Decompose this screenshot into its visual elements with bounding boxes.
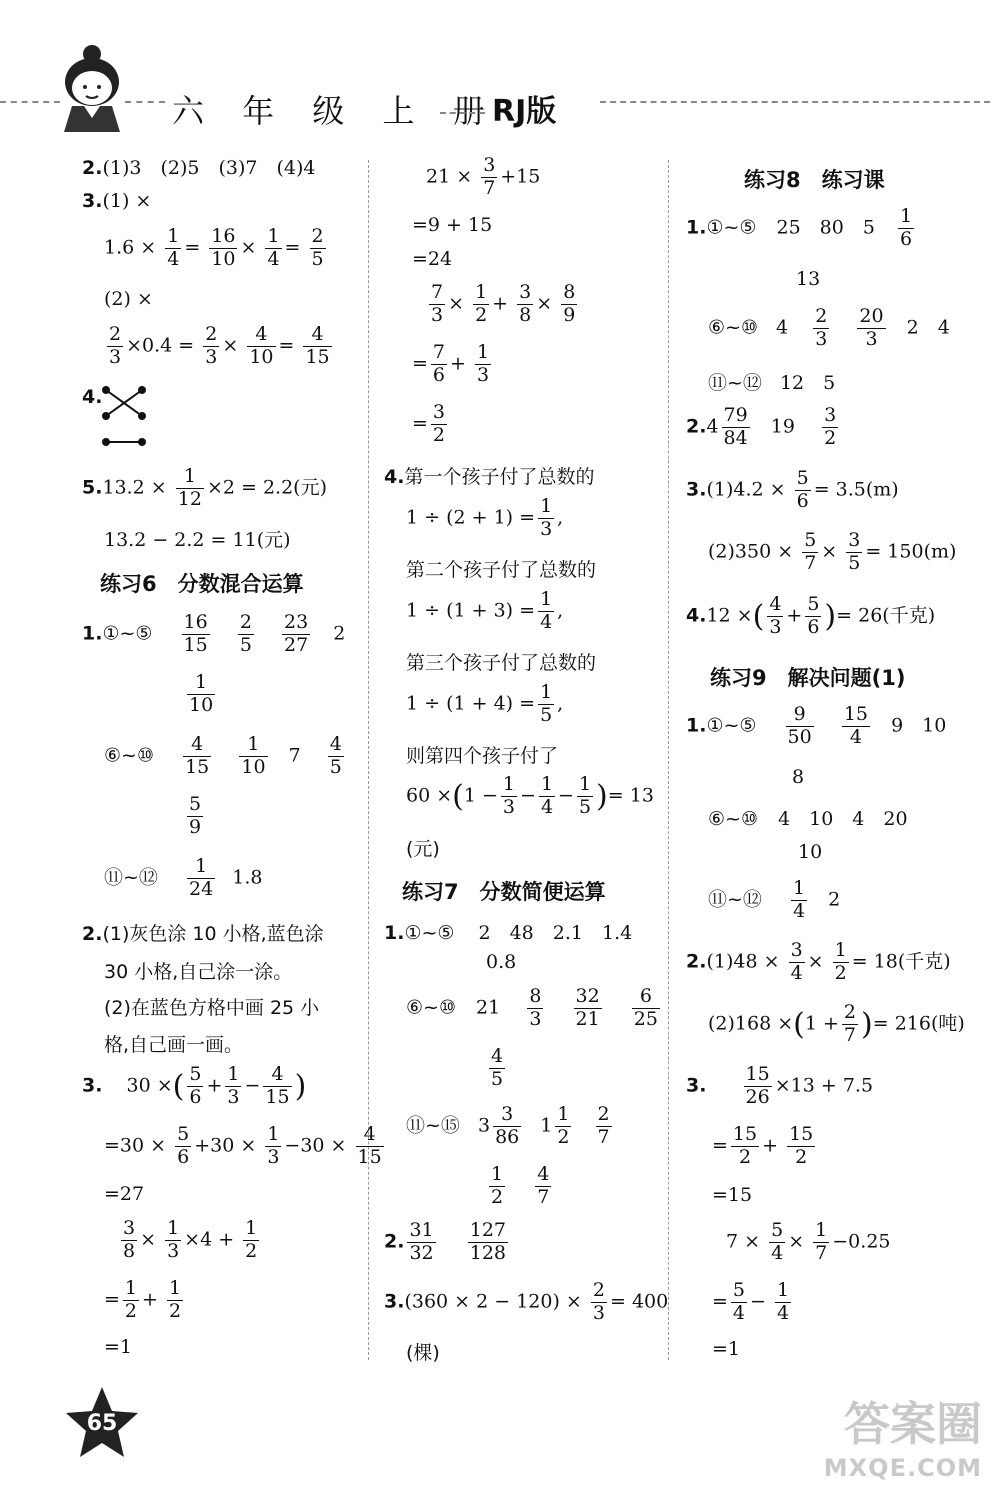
p9-q3-f: =1 xyxy=(712,1338,741,1360)
p6-q3-result2: =1 xyxy=(104,1336,133,1358)
p7-q2: 2. $\frac{31}{32}$ $\frac{127}{128}$ xyxy=(384,1219,506,1264)
book-title: 六 年 级 上 册 xyxy=(172,92,499,130)
p7-q1-row1b: 0.8 xyxy=(486,951,517,973)
q2-row: 2.(1)3 (2)5 (3)7 (4)4 xyxy=(82,157,316,179)
p6-q3-expr4: = $\frac{1}{2}$ + $\frac{1}{2}$ xyxy=(104,1277,182,1322)
q4-label: 4. xyxy=(82,386,103,408)
p7-q1-row1: 1.①~⑤ 2 48 2.1 1.4 xyxy=(384,922,633,944)
p7-q3: 3.(360 × 2 − 120) × $\frac{2}{3}$ = 400 xyxy=(384,1279,669,1324)
section-title-8: 练习8 练习课 xyxy=(744,168,885,192)
p8-q1-row3: ⑪~⑫ 12 5 xyxy=(708,372,836,394)
p6-q3-result1: =27 xyxy=(104,1183,145,1205)
p9-q1-row1: 1.①~⑤ $\frac{9}{50}$ $\frac{15}{4}$ 9 10 xyxy=(686,703,947,748)
p7-q1-row3: ⑪~⑮ 3 $\frac{3}{86}$ 1 $\frac{1}{2}$ $\frac{2}{7}$ xyxy=(406,1103,610,1148)
p9-q3-d: 7 × $\frac{5}{4}$ × $\frac{1}{7}$ −0.25 xyxy=(726,1219,891,1264)
p8-q3-a: 3.(1)4.2 × $\frac{5}{6}$ = 3.5(m) xyxy=(686,467,899,512)
p9-q1-row1b: 8 xyxy=(792,766,805,788)
c2-q4-e3: 1 ÷ (1 + 4) = $\frac{1}{5}$ , xyxy=(406,681,564,726)
c2-line3: =24 xyxy=(412,248,453,270)
c2-q4-t4: 则第四个孩子付了 xyxy=(406,745,559,767)
c2-expr4: = $\frac{3}{2}$ xyxy=(412,401,446,446)
q5-expr2: 13.2 − 2.2 = 11(元) xyxy=(104,529,291,551)
p6-q1-row3: ⑪~⑫ $\frac{1}{24}$ 1.8 xyxy=(104,855,263,900)
section-title-9: 练习9 解决问题(1) xyxy=(710,666,906,690)
p6-q1-row1: 1.①~⑤ $\frac{16}{15}$ $\frac{2}{5}$ $\frac{23}{27}$ 2 xyxy=(82,611,346,656)
c2-expr1: 21 × $\frac{3}{7}$ +15 xyxy=(426,154,541,199)
p8-q3-b: (2)350 × $\frac{5}{7}$ × $\frac{3}{5}$ = 150(m) xyxy=(708,529,957,574)
p6-q3-expr3: $\frac{3}{8}$ × $\frac{1}{3}$ ×4 + $\frac{1}{2}$ xyxy=(123,1217,258,1262)
p9-q3-b: = $\frac{15}{2}$ + $\frac{15}{2}$ xyxy=(712,1123,814,1168)
c2-expr2: $\frac{7}{3}$ × $\frac{1}{2}$ + $\frac{3}{8}$ × $\frac{8}{9}$ xyxy=(431,281,576,326)
p6-q3-expr1: 3. 30 ×( $\frac{5}{6}$ + $\frac{1}{3}$ − $\frac{4}{15}$ ) xyxy=(82,1063,307,1108)
p9-q2-a: 2.(1)48 × $\frac{3}{4}$ × $\frac{1}{2}$ = 18(千克) xyxy=(686,939,951,984)
p7-q3-unit: (棵) xyxy=(406,1342,440,1364)
section-title-7: 练习7 分数简便运算 xyxy=(402,880,606,904)
c2-q4-t3: 第三个孩子付了总数的 xyxy=(406,652,597,674)
p8-q4: 4.12 ×( $\frac{4}{3}$ + $\frac{5}{6}$ )= 26(千克) xyxy=(686,593,936,638)
p6-q1-row1b: $\frac{1}{10}$ xyxy=(189,671,214,716)
c2-expr3: = $\frac{7}{6}$ + $\frac{1}{3}$ xyxy=(412,341,490,386)
q3-expr2: $\frac{2}{3}$ ×0.4 = $\frac{2}{3}$ × $\frac{4}{10}$ = $\frac{4}{15}$ xyxy=(109,323,330,368)
q3-row: 3.(1) × xyxy=(82,190,152,212)
p9-q3-e: = $\frac{5}{4}$ − $\frac{1}{4}$ xyxy=(712,1279,790,1324)
mascot-girl-icon xyxy=(50,40,135,135)
p9-q3-a: 3. $\frac{15}{26}$ ×13 + 7.5 xyxy=(686,1063,874,1108)
section-title-6: 练习6 分数混合运算 xyxy=(100,572,304,596)
p9-q3-c: =15 xyxy=(712,1184,753,1206)
c2-line2: =9 + 15 xyxy=(412,214,493,236)
page-number-badge xyxy=(62,1383,142,1463)
edition-label: RJ版 xyxy=(492,94,557,129)
p6-q2-l2: 30 小格,自己涂一涂。 xyxy=(104,961,293,983)
watermark-url: MXQE.COM xyxy=(823,1454,982,1482)
p6-q3-expr2: =30 × $\frac{5}{6}$ +30 × $\frac{1}{3}$ −30 × $\frac{4}{15}$ xyxy=(104,1123,382,1168)
p8-q2: 2.4 $\frac{79}{84}$ 19 $\frac{3}{2}$ xyxy=(686,404,837,449)
watermark-logo-text: 答案圈 xyxy=(844,1397,982,1451)
p8-q1-row1: 1.①~⑤ 25 80 5 $\frac{1}{6}$ xyxy=(686,205,913,250)
p6-q2-l1: 2.(1)灰色涂 10 小格,蓝色涂 xyxy=(82,923,324,945)
matching-lines-diagram xyxy=(100,384,150,448)
c2-q4-unit: (元) xyxy=(406,838,440,860)
c2-q4-e2: 1 ÷ (1 + 3) = $\frac{1}{4}$ , xyxy=(406,588,564,633)
column-divider xyxy=(668,160,669,1360)
p6-q1-row2: ⑥~⑩ $\frac{4}{15}$ $\frac{1}{10}$ 7 $\frac{4}{5}$ xyxy=(104,733,342,778)
p6-q2-l3: (2)在蓝色方格中画 25 小 xyxy=(104,997,320,1019)
p9-q1-row2b: 10 xyxy=(798,841,823,863)
q5-expr1: 5.13.2 × $\frac{1}{12}$ ×2 = 2.2(元) xyxy=(82,465,328,510)
p7-q1-row2b: $\frac{4}{5}$ xyxy=(491,1045,504,1090)
q3-part2: (2) × xyxy=(104,288,153,310)
p7-q1-row3b: $\frac{1}{2}$ $\frac{4}{7}$ xyxy=(491,1163,550,1208)
p8-q1-row2: ⑥~⑩ 4 $\frac{2}{3}$ $\frac{20}{3}$ 2 4 xyxy=(708,305,950,350)
column-divider xyxy=(368,160,369,1360)
c2-q4-e4: 60 ×(1 − $\frac{1}{3}$ − $\frac{1}{4}$ − $\frac{1}{5}$ )= 13 xyxy=(406,773,654,818)
c2-q4-t1: 4.第一个孩子付了总数的 xyxy=(384,466,595,488)
p9-q2-b: (2)168 ×(1 + $\frac{2}{7}$ )= 216(吨) xyxy=(708,1001,965,1046)
page-number: 65 xyxy=(86,1411,118,1436)
q3-expr1: 1.6 × $\frac{1}{4}$ = $\frac{16}{10}$ × $\frac{1}{4}$ = $\frac{2}{5}$ xyxy=(104,225,324,270)
p9-q1-row3: ⑪~⑫ $\frac{1}{4}$ 2 xyxy=(708,877,841,922)
p7-q1-row2: ⑥~⑩ 21 $\frac{8}{3}$ $\frac{32}{21}$ $\frac{6}{25}$ xyxy=(406,985,658,1030)
p6-q2-l4: 格,自己画一画。 xyxy=(104,1034,244,1056)
c2-q4-t2: 第二个孩子付了总数的 xyxy=(406,559,597,581)
c2-q4-e1: 1 ÷ (2 + 1) = $\frac{1}{3}$ , xyxy=(406,495,564,540)
p6-q1-row2b: $\frac{5}{9}$ xyxy=(189,793,202,838)
p8-q1-row1b: 13 xyxy=(796,268,821,290)
p9-q1-row2: ⑥~⑩ 4 10 4 20 xyxy=(708,808,908,830)
watermark xyxy=(824,1388,982,1482)
